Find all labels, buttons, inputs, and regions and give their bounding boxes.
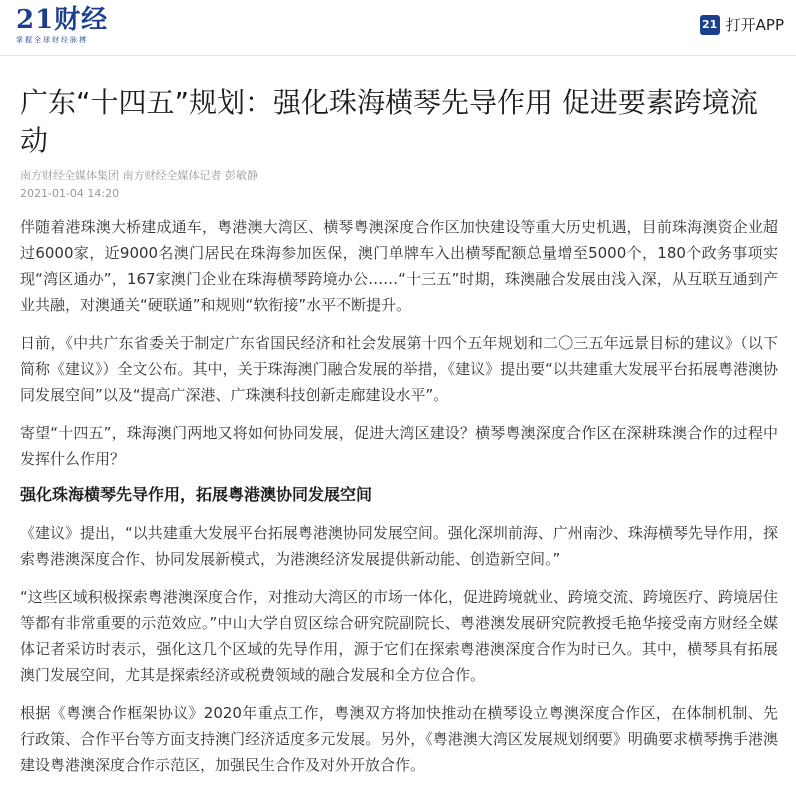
top-bar xyxy=(0,0,796,56)
logo-text: 21财经 xyxy=(16,5,109,35)
article-byline: 南方财经全媒体集团 南方财经全媒体记者 彭敏静 xyxy=(20,169,258,182)
open-app-button[interactable] xyxy=(700,14,784,35)
logo-slogan: 掌握全球财经脉搏 xyxy=(16,36,88,44)
app-logo-icon: 21 xyxy=(700,15,720,35)
article-date: 2021-01-04 14:20 xyxy=(20,187,120,200)
article-title: 广东“十四五”规划：强化珠海横琴先导作用 促进要素跨境流动 xyxy=(20,86,758,157)
paragraph: 《建议》提出，“以共建重大发展平台拓展粤港澳协同发展空间。强化深圳前海、广州南沙、珠海横琴先导作用，探索粤港澳深度合作、协同发展新模式，为港澳经济发展提供新动能、创造新空间。” xyxy=(20,524,778,568)
section-heading: 强化珠海横琴先导作用，拓展粤港澳协同发展空间 xyxy=(20,485,373,504)
open-app-label: 打开APP xyxy=(725,16,784,34)
site-logo[interactable] xyxy=(16,6,108,45)
paragraph: 日前，《中共广东省委关于制定广东省国民经济和社会发展第十四个五年规划和二〇三五年远景目标的建议》（以下简称《建议》）全文公布。其中，关于珠海澳门融合发展的举措，《建议》提出要“以共建重大发展平台拓展粤港澳协同发展空间”以及“提高广深港、广珠澳科技创新走廊建设水平”。 xyxy=(20,334,778,404)
paragraph: “这些区域积极探索粤港澳深度合作，对推动大湾区的市场一体化，促进跨境就业、跨境交流、跨境医疗、跨境居住等都有非常重要的示范效应。”中山大学自贸区综合研究院副院长、粤港澳发展研究院教授毛艳华接受南方财经全媒体记者采访时表示，强化这几个区域的先导作用，源于它们在探索粤港澳深度合作为时已久。其中，横琴具有拓展澳门发展空间，尤其是探索经济或税费领域的融合发展和全方位合作。 xyxy=(20,588,778,684)
paragraph: 伴随着港珠澳大桥建成通车，粤港澳大湾区、横琴粤澳深度合作区加快建设等重大历史机遇，目前珠海澳资企业超过6000家，近9000名澳门居民在珠海参加医保，澳门单牌车入出横琴配额总量增至5000个，180个政务事项实现“湾区通办”，167家澳门企业在珠海横琴跨境办公……“十三五”时期，珠澳融合发展由浅入深，从互联互通到产业共融，对澳通关“硬联通”和规则“软衔接”水平不断提升。 xyxy=(20,218,778,314)
paragraph: 寄望“十四五”，珠海澳门两地又将如何协同发展，促进大湾区建设？横琴粤澳深度合作区在深耕珠澳合作的过程中发挥什么作用？ xyxy=(20,424,778,468)
paragraph: 根据《粤澳合作框架协议》2020年重点工作，粤澳双方将加快推动在横琴设立粤澳深度合作区，在体制机制、先行政策、合作平台等方面支持澳门经济适度多元发展。另外，《粤港澳大湾区发展规划纲要》明确要求横琴携手港澳建设粤港澳深度合作示范区，加强民生合作及对外开放合作。 xyxy=(20,704,778,774)
article xyxy=(0,84,796,778)
